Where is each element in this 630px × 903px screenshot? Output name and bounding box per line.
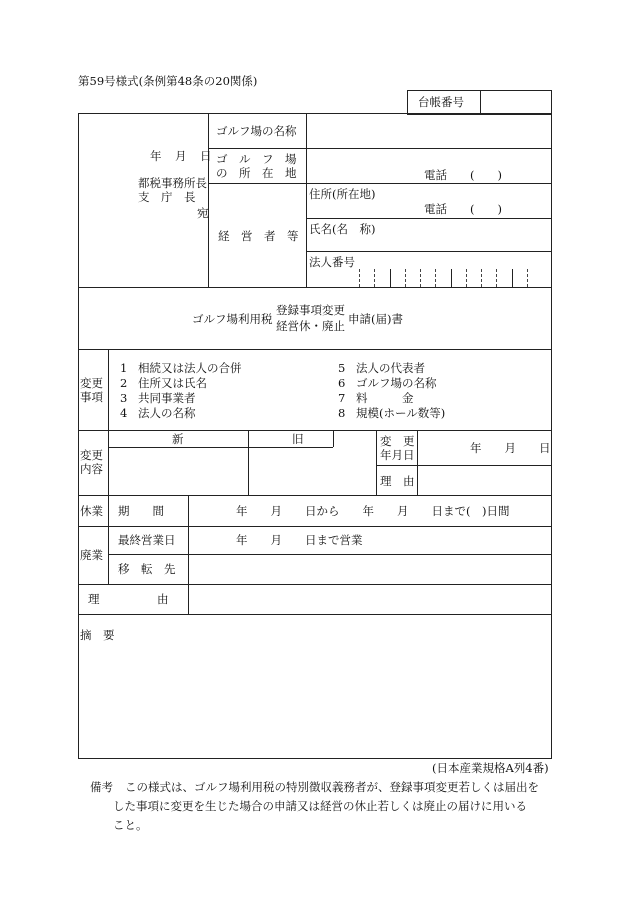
operator-label: 経 営 者 等	[218, 229, 299, 243]
relocation-label: 移 転 先	[118, 562, 176, 576]
doc-title-suffix: 申請(届)書	[348, 312, 403, 326]
operator-address-field[interactable]	[307, 184, 550, 218]
change-item-7: 料 金	[356, 391, 414, 405]
tax-office-director: 都税事務所長	[138, 176, 207, 190]
change-item-2: 住所又は氏名	[138, 376, 207, 390]
doc-title-line-1: 登録事項変更	[276, 303, 345, 317]
golf-course-name-field[interactable]	[307, 114, 550, 148]
corporate-number-label: 法人番号	[309, 255, 355, 269]
doc-title-tax-name: ゴルフ場利用税	[192, 312, 273, 326]
change-date-label-2: 年月日	[380, 448, 415, 462]
golf-course-location-label-1: ゴ ル フ 場	[216, 152, 297, 166]
change-item-1-no: 1	[120, 361, 128, 375]
old-column-label: 旧	[292, 432, 304, 446]
change-date: 年 月 日	[470, 441, 551, 455]
change-item-6-no: 6	[338, 376, 346, 390]
change-items-label-2: 事項	[80, 390, 103, 404]
change-item-6: ゴルフ場の名称	[356, 376, 437, 390]
remarks-line-1: この様式は、ゴルフ場利用税の特別徴収義務者が、登録事項変更若しくは届出を	[125, 780, 539, 794]
change-item-4: 法人の名称	[138, 406, 196, 420]
change-item-4-no: 4	[120, 406, 128, 420]
golf-course-location-label-2: の 所 在 地	[216, 166, 297, 180]
relocation-field[interactable]	[189, 555, 550, 583]
remarks-label: 備考	[90, 780, 113, 794]
change-item-5-no: 5	[338, 361, 346, 375]
golf-course-phone-label: 電話 ( )	[424, 168, 502, 182]
last-business-day: 年 月 日まで営業	[236, 533, 363, 547]
change-item-7-no: 7	[338, 391, 346, 405]
change-item-8: 規模(ホール数等)	[356, 406, 446, 420]
standard-note: (日本産業規格A列4番)	[432, 761, 549, 775]
closure-label: 廃業	[80, 548, 103, 562]
ledger-number-field[interactable]	[481, 91, 549, 113]
change-item-5: 法人の代表者	[356, 361, 425, 375]
operator-name-label: 氏名(名 称)	[309, 222, 376, 236]
suspension-period: 年 月 日から 年 月 日まで( )日間	[236, 504, 510, 518]
ledger-number-label: 台帳番号	[418, 95, 464, 109]
change-content-label-2: 内容	[80, 462, 103, 476]
operator-address-label: 住所(所在地)	[309, 187, 376, 201]
suspension-label: 休業	[80, 504, 103, 518]
change-item-3-no: 3	[120, 391, 128, 405]
addressee-suffix: 宛	[197, 206, 209, 220]
change-reason-field[interactable]	[418, 466, 550, 494]
summary-field[interactable]	[79, 645, 549, 755]
remarks-line-2: した事項に変更を生じた場合の申請又は経営の休止若しくは廃止の届けに用いる	[113, 799, 527, 813]
remarks-line-3: こと。	[113, 818, 148, 832]
golf-course-name-label: ゴルフ場の名称	[216, 124, 297, 138]
old-content-field[interactable]	[249, 448, 375, 494]
reason-field[interactable]	[189, 585, 550, 613]
change-items-label-1: 変更	[80, 376, 103, 390]
change-reason-label: 理 由	[380, 474, 415, 488]
operator-phone-label: 電話 ( )	[424, 202, 502, 216]
change-item-1: 相続又は法人の合併	[138, 361, 242, 375]
change-item-8-no: 8	[338, 406, 346, 420]
change-item-2-no: 2	[120, 376, 128, 390]
corporate-number-field[interactable]	[307, 252, 550, 287]
branch-office-director: 支 庁 長	[138, 190, 196, 204]
operator-name-field[interactable]	[307, 219, 550, 251]
application-date: 年 月 日	[150, 149, 213, 163]
summary-label: 摘 要	[80, 628, 115, 642]
new-content-field[interactable]	[109, 448, 247, 494]
suspension-period-label: 期 間	[118, 504, 164, 518]
doc-title-line-2: 経営休・廃止	[276, 319, 345, 333]
last-business-day-label: 最終営業日	[118, 533, 176, 547]
new-column-label: 新	[172, 432, 184, 446]
reason-label: 理 由	[88, 592, 169, 606]
change-date-label-1: 変 更	[380, 434, 415, 448]
change-content-label-1: 変更	[80, 448, 103, 462]
golf-course-location-field[interactable]	[307, 149, 550, 183]
form-title: 第59号様式(条例第48条の20関係)	[78, 74, 258, 88]
change-item-3: 共同事業者	[138, 391, 196, 405]
